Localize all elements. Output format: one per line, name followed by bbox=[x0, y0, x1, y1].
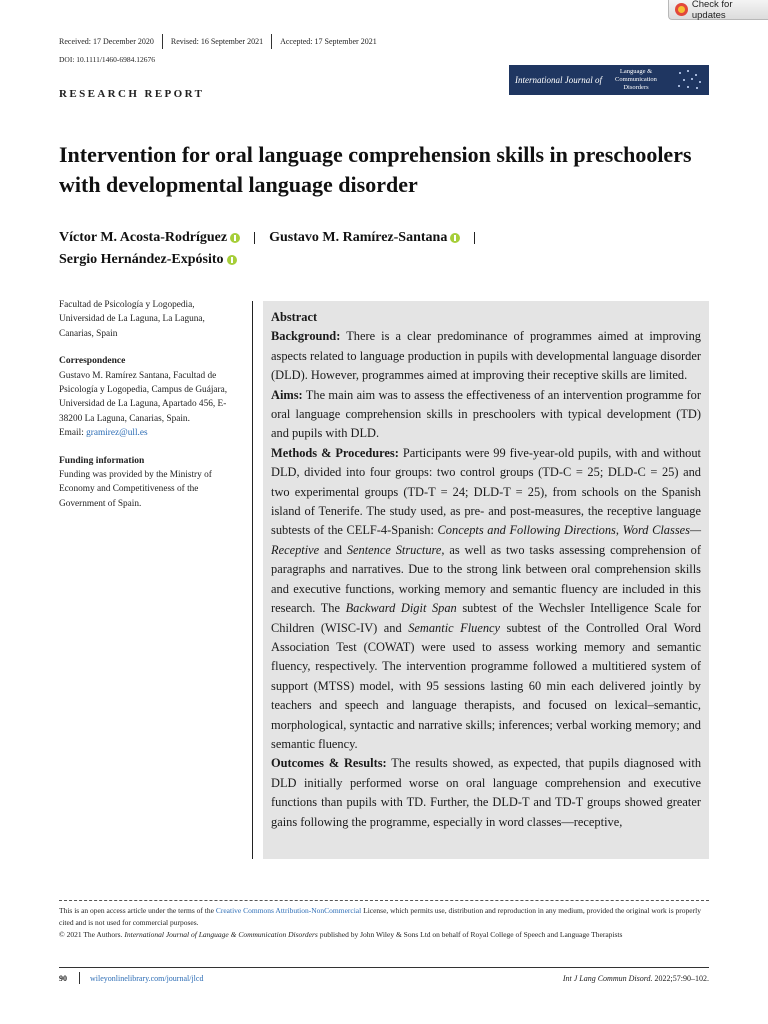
page-footer bbox=[59, 972, 709, 984]
correspondence-section bbox=[59, 354, 239, 440]
journal-logo-subtitle: Language & Communication Disorders bbox=[615, 68, 657, 91]
citation: Int J Lang Commun Disord. 2022;57:90–102. bbox=[562, 973, 709, 983]
article-title: Intervention for oral language comprehension skills in preschoolers with developmental language disorder bbox=[59, 142, 692, 197]
license-notice: This is an open access article under the terms of the Creative Commons Attribution-NonCommercial License, which permits use, distribution and reproduction in any medium, provided the original work is properly cited and is not used for commercial purposes. © 2021 The Authors. International Journal of Language & Communication Disorders published by John Wiley & Sons Ltd on behalf of Royal College of Speech and Language Therapists bbox=[59, 906, 701, 940]
author-list bbox=[59, 227, 699, 271]
author[interactable]: Sergio Hernández-Expósito bbox=[59, 249, 237, 271]
check-for-updates-button[interactable] bbox=[668, 0, 768, 20]
doi: DOI: 10.1111/1460-6984.12676 bbox=[59, 55, 156, 64]
email-label: Email: bbox=[59, 428, 87, 439]
article-dates bbox=[59, 34, 377, 49]
author[interactable]: Víctor M. Acosta-Rodríguez bbox=[59, 227, 240, 249]
orcid-icon[interactable] bbox=[227, 255, 237, 265]
article-type: RESEARCH REPORT bbox=[59, 88, 205, 100]
date-divider bbox=[271, 34, 272, 49]
date-divider bbox=[162, 34, 163, 49]
abstract-box bbox=[263, 301, 709, 859]
abstract-heading: Abstract bbox=[271, 310, 318, 324]
journal-logo-graphic bbox=[675, 68, 707, 92]
accepted-date: Accepted: 17 September 2021 bbox=[280, 37, 377, 46]
received-date: Received: 17 December 2020 bbox=[59, 37, 154, 46]
abstract-background: Background: There is a clear predominance of programmes aimed at improving aspects related to language production in pupils with developmental language disorder (DLD). However, programmes aimed at improving their receptive skills are limited. bbox=[271, 329, 701, 383]
correspondence-text: Gustavo M. Ramírez Santana, Facultad de Psicología y Logopedia, Campus de Guájara, Universidad de La Laguna, Apartado 456, E-38200 La Laguna, Canarias, Spain. bbox=[59, 370, 228, 424]
footnote-divider bbox=[59, 900, 709, 901]
copyright-journal: International Journal of Language & Communication Disorders bbox=[124, 930, 318, 940]
funding-text: Funding was provided by the Ministry of Economy and Competitiveness of the Government of Spain. bbox=[59, 470, 212, 509]
page-number: 90 bbox=[59, 973, 67, 983]
author-divider bbox=[254, 232, 255, 244]
author[interactable]: Gustavo M. Ramírez-Santana bbox=[269, 227, 460, 249]
journal-logo bbox=[509, 65, 709, 95]
email-link[interactable]: gramirez@ull.es bbox=[86, 428, 148, 439]
affiliation: Facultad de Psicología y Logopedia, Universidad de La Laguna, La Laguna, Canarias, Spain bbox=[59, 300, 205, 339]
funding-heading: Funding information bbox=[59, 455, 145, 466]
article-info-sidebar bbox=[59, 298, 239, 524]
abstract-aims: Aims: The main aim was to assess the effectiveness of an intervention programme for oral language comprehension skills in preschoolers with typical development (TD) and pupils with DLD. bbox=[271, 387, 701, 441]
correspondence-heading: Correspondence bbox=[59, 356, 126, 367]
check-for-updates-label: Check for updates bbox=[691, 0, 733, 21]
journal-logo-title: International Journal of bbox=[515, 75, 602, 85]
author-divider bbox=[474, 232, 475, 244]
orcid-icon[interactable] bbox=[230, 233, 240, 243]
abstract-divider bbox=[252, 301, 253, 859]
abstract-methods: Methods & Procedures: Participants were 99 five-year-old pupils, with and without DLD, divided into four groups: two control groups (TD-C = 25; DLD-C = 25) and two experimental groups (TD-T = 24; DLD-T = 25), from schools on the Spanish island of Tenerife. The study used, as pre- and post-measures, the receptive language subtests of the CELF-4-Spanish: Concepts and Following Directions, Word Classes—Receptive and Sentence Structure, as well as two tasks assessing comprehension of paragraphs and narratives. Due to the strong link between oral comprehension skills and executive functions, working memory and semantic fluency are included in this research. The Backward Digit Span subtest of the Wechsler Intelligence Scale for Children (WISC-IV) and Semantic Fluency subtest of the Controlled Oral Word Association Test (COWAT) were used to assess working memory and semantic fluency, respectively. The intervention programme followed a multitiered system of support (MTSS) model, with 95 sessions lasting 60 min each delivered jointly by teachers and speech and language therapists, and focused on lexical–semantic, morphological, syntactic and narrative skills; inferences; verbal working memory; and semantic fluency. bbox=[271, 445, 701, 751]
footer-separator bbox=[79, 972, 80, 984]
crossmark-icon bbox=[675, 3, 688, 16]
revised-date: Revised: 16 September 2021 bbox=[170, 37, 264, 46]
journal-url-link[interactable]: wileyonlinelibrary.com/journal/jlcd bbox=[90, 973, 204, 983]
abstract-outcomes: Outcomes & Results: The results showed, as expected, that pupils diagnosed with DLD initially performed worse on oral language comprehension and executive functions than pupils with TD. Further, the DLD-T and TD-T groups showed greater gains following the programme, especially in word classes—receptive, bbox=[271, 756, 702, 829]
footer-divider bbox=[59, 967, 709, 968]
orcid-icon[interactable] bbox=[450, 233, 460, 243]
license-link[interactable]: Creative Commons Attribution-NonCommercial bbox=[215, 906, 362, 915]
funding-section bbox=[59, 454, 239, 512]
